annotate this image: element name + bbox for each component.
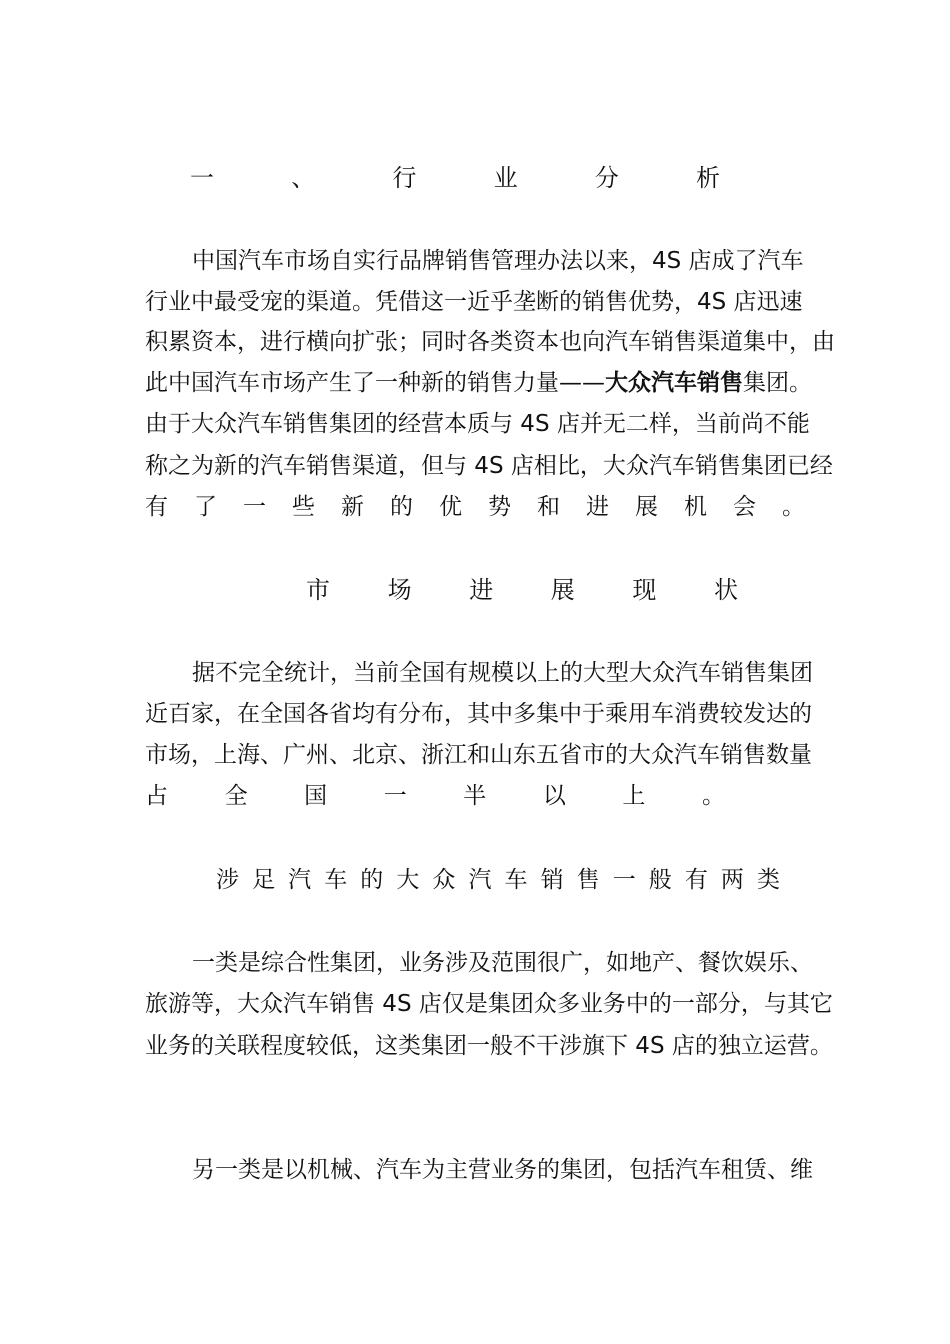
- paragraph-line: 旅游等，大众汽车销售 4S 店仅是集团众多业务中的一部分，与其它: [145, 991, 833, 1017]
- paragraph-line: 近百家，在全国各省均有分布，其中多集中于乘用车消费较发达的: [145, 701, 812, 727]
- heading-char: 、: [291, 164, 316, 192]
- paragraph-line: 由于大众汽车销售集团的经营本质与 4S 店并无二样，当前尚不能: [145, 411, 810, 437]
- heading-char: 市: [306, 576, 330, 604]
- char: 展: [635, 494, 658, 520]
- heading-char: 析: [695, 164, 720, 192]
- heading-char: 展: [550, 576, 575, 604]
- char: 些: [292, 494, 315, 520]
- char: 占: [145, 783, 168, 809]
- heading-char: 类: [756, 867, 780, 893]
- paragraph-line: 积累资本，进行横向扩张；同时各类资本也向汽车销售渠道集中，由: [145, 329, 835, 355]
- paragraph-line: 市场，上海、广州、北京、浙江和山东五省市的大众汽车销售数量: [145, 742, 812, 768]
- bold-text: 大众汽车销售: [605, 370, 743, 396]
- heading-char: 涉: [216, 867, 239, 893]
- heading-char: 销: [540, 867, 564, 893]
- paragraph-text: 集团。: [743, 370, 812, 396]
- heading-char: 众: [432, 867, 456, 893]
- section-heading-market-status: [306, 570, 738, 610]
- char: 半: [463, 783, 487, 809]
- char: 有: [145, 494, 168, 520]
- paragraph-line: 另一类是以机械、汽车为主营业务的集团，包括汽车租赁、维: [192, 1157, 813, 1183]
- heading-char: 分: [594, 164, 619, 192]
- heading-char: 大: [396, 867, 420, 893]
- char: 的: [390, 494, 413, 520]
- paragraph-line: [145, 363, 812, 403]
- heading-char: 两: [720, 867, 744, 893]
- paragraph-line: 称之为新的汽车销售渠道，但与 4S 店相比，大众汽车销售集团已经: [145, 453, 833, 479]
- section-heading-two-types: [216, 860, 780, 900]
- char: 一: [383, 783, 407, 809]
- heading-char: 汽: [468, 867, 492, 893]
- char: 上: [622, 783, 646, 809]
- heading-char: 状: [713, 576, 738, 604]
- char: 国: [304, 783, 328, 809]
- heading-char: 般: [648, 867, 672, 893]
- heading-char: 车: [504, 867, 528, 893]
- char: 势: [488, 494, 511, 520]
- char: 。: [701, 783, 725, 809]
- heading-char: 车: [324, 867, 348, 893]
- char: 机: [684, 494, 707, 520]
- heading-char: 的: [360, 867, 384, 893]
- section-heading-industry-analysis: [190, 158, 720, 198]
- heading-char: 场: [387, 576, 412, 604]
- heading-char: 进: [469, 576, 494, 604]
- paragraph-line: 行业中最受宠的渠道。凭借这一近乎垄断的销售优势，4S 店迅速: [145, 289, 803, 315]
- char: 。: [782, 494, 805, 520]
- char: 以: [542, 783, 566, 809]
- char: 进: [586, 494, 609, 520]
- heading-char: 一: [612, 867, 636, 893]
- heading-char: 有: [684, 867, 708, 893]
- paragraph-line: 中国汽车市场自实行品牌销售管理办法以来，4S 店成了汽车: [192, 248, 804, 274]
- char: 会: [733, 494, 756, 520]
- char: 了: [194, 494, 217, 520]
- paragraph-line-justified: [145, 776, 725, 816]
- char: 和: [537, 494, 560, 520]
- heading-char: 行: [392, 164, 417, 192]
- paragraph-line: 一类是综合性集团，业务涉及范围很广，如地产、餐饮娱乐、: [192, 950, 813, 976]
- paragraph-text: 此中国汽车市场产生了一种新的销售力量——: [145, 370, 605, 396]
- char: 新: [341, 494, 364, 520]
- paragraph-line: 据不完全统计，当前全国有规模以上的大型大众汽车销售集团: [192, 660, 813, 686]
- heading-char: 现: [632, 576, 657, 604]
- heading-char: 足: [252, 867, 276, 893]
- heading-char: 售: [576, 867, 600, 893]
- char: 一: [243, 494, 266, 520]
- heading-char: 汽: [288, 867, 312, 893]
- paragraph-line-justified: [145, 487, 805, 527]
- heading-char: 业: [493, 164, 518, 192]
- char: 优: [439, 494, 462, 520]
- heading-char: 一: [190, 164, 214, 192]
- paragraph-line: 业务的关联程度较低，这类集团一般不干涉旗下 4S 店的独立运营。: [145, 1033, 833, 1059]
- char: 全: [224, 783, 248, 809]
